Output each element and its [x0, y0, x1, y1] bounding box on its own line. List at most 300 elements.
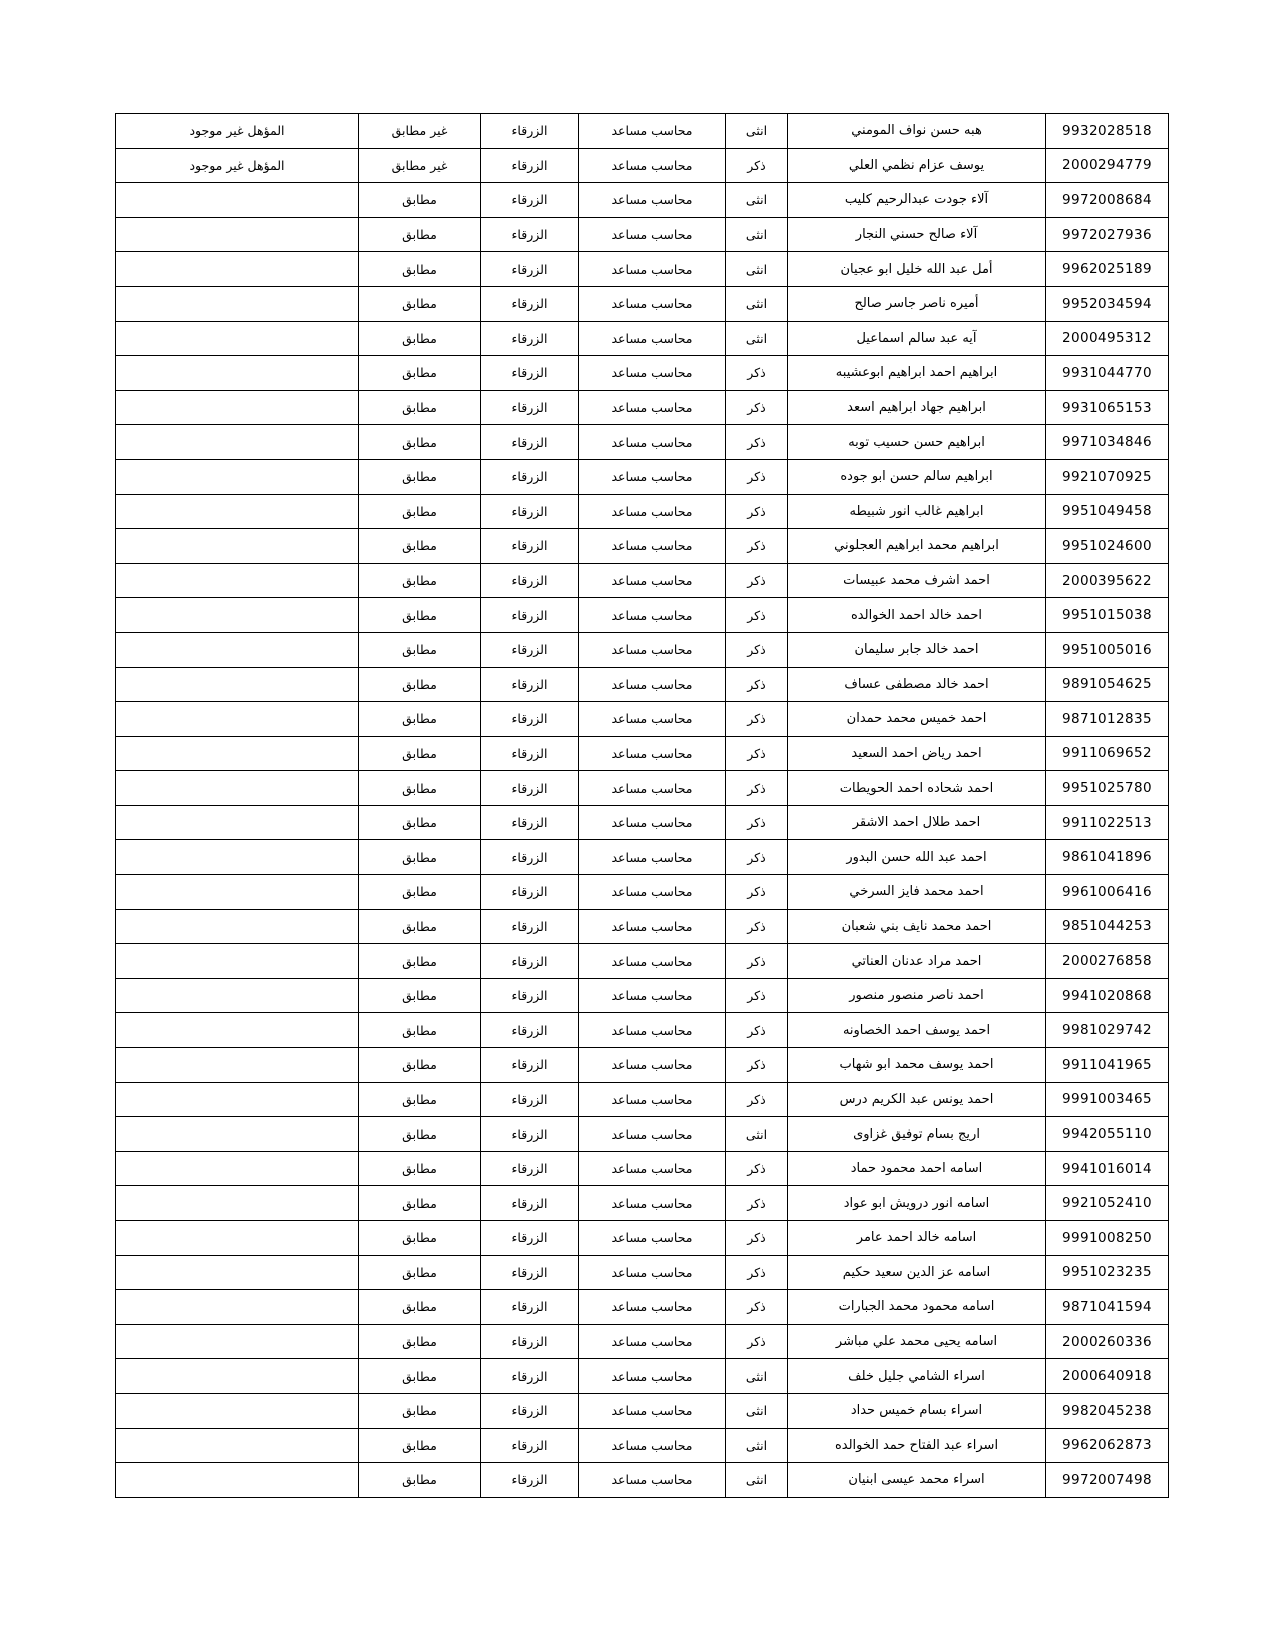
cell-city: الزرقاء [481, 1290, 579, 1325]
cell-id: 9931065153 [1046, 390, 1169, 425]
cell-gender: ذكر [726, 632, 788, 667]
cell-city: الزرقاء [481, 598, 579, 633]
cell-id: 9962062873 [1046, 1428, 1169, 1463]
cell-gender: انثى [726, 1117, 788, 1152]
cell-city: الزرقاء [481, 1359, 579, 1394]
cell-city: الزرقاء [481, 425, 579, 460]
table-row [116, 425, 1169, 460]
table-row [116, 286, 1169, 321]
cell-id: 2000495312 [1046, 321, 1169, 356]
cell-id: 9931044770 [1046, 356, 1169, 391]
cell-id: 9972007498 [1046, 1463, 1169, 1498]
cell-gender: انثى [726, 1359, 788, 1394]
cell-gender: ذكر [726, 494, 788, 529]
roster-table-body [116, 114, 1169, 1498]
cell-id: 9871041594 [1046, 1290, 1169, 1325]
cell-status: مطابق [359, 1324, 481, 1359]
cell-id: 9861041896 [1046, 840, 1169, 875]
cell-name: ابراهيم غالب انور شبيطه [788, 494, 1046, 529]
cell-city: الزرقاء [481, 909, 579, 944]
cell-job: محاسب مساعد [579, 1117, 726, 1152]
cell-name: احمد خالد جابر سليمان [788, 632, 1046, 667]
cell-gender: ذكر [726, 875, 788, 910]
table-row [116, 529, 1169, 564]
cell-id: 9951015038 [1046, 598, 1169, 633]
cell-note [116, 286, 359, 321]
cell-name: اسامه احمد محمود حماد [788, 1151, 1046, 1186]
table-row [116, 736, 1169, 771]
cell-status: مطابق [359, 805, 481, 840]
cell-city: الزرقاء [481, 1393, 579, 1428]
cell-job: محاسب مساعد [579, 909, 726, 944]
cell-gender: ذكر [726, 840, 788, 875]
cell-id: 9951025780 [1046, 771, 1169, 806]
cell-id: 9982045238 [1046, 1393, 1169, 1428]
cell-status: مطابق [359, 1255, 481, 1290]
cell-name: احمد محمد نايف بني شعبان [788, 909, 1046, 944]
cell-job: محاسب مساعد [579, 425, 726, 460]
cell-id: 9961006416 [1046, 875, 1169, 910]
cell-note [116, 1151, 359, 1186]
table-row [116, 875, 1169, 910]
cell-note [116, 1186, 359, 1221]
cell-job: محاسب مساعد [579, 944, 726, 979]
cell-job: محاسب مساعد [579, 1186, 726, 1221]
cell-status: مطابق [359, 459, 481, 494]
cell-status: مطابق [359, 875, 481, 910]
cell-job: محاسب مساعد [579, 563, 726, 598]
cell-city: الزرقاء [481, 771, 579, 806]
cell-city: الزرقاء [481, 321, 579, 356]
cell-id: 9932028518 [1046, 114, 1169, 149]
table-row [116, 978, 1169, 1013]
cell-id: 9921052410 [1046, 1186, 1169, 1221]
cell-note [116, 736, 359, 771]
cell-id: 2000640918 [1046, 1359, 1169, 1394]
cell-name: احمد عبد الله حسن البدور [788, 840, 1046, 875]
cell-name: احمد اشرف محمد عبيسات [788, 563, 1046, 598]
cell-city: الزرقاء [481, 1048, 579, 1083]
table-row [116, 1428, 1169, 1463]
cell-id: 9871012835 [1046, 702, 1169, 737]
cell-status: مطابق [359, 529, 481, 564]
table-row [116, 356, 1169, 391]
cell-status: مطابق [359, 1186, 481, 1221]
cell-note [116, 598, 359, 633]
cell-gender: انثى [726, 1428, 788, 1463]
cell-note [116, 356, 359, 391]
table-row [116, 944, 1169, 979]
cell-gender: ذكر [726, 563, 788, 598]
cell-status: مطابق [359, 667, 481, 702]
cell-job: محاسب مساعد [579, 148, 726, 183]
cell-gender: ذكر [726, 356, 788, 391]
cell-name: احمد ناصر منصور منصور [788, 978, 1046, 1013]
cell-job: محاسب مساعد [579, 1463, 726, 1498]
cell-id: 9951049458 [1046, 494, 1169, 529]
cell-note [116, 702, 359, 737]
cell-name: آلاء صالح حسني النجار [788, 217, 1046, 252]
table-row [116, 771, 1169, 806]
cell-status: مطابق [359, 217, 481, 252]
cell-gender: ذكر [726, 1221, 788, 1256]
cell-job: محاسب مساعد [579, 252, 726, 287]
cell-note [116, 909, 359, 944]
cell-job: محاسب مساعد [579, 1290, 726, 1325]
cell-name: احمد خميس محمد حمدان [788, 702, 1046, 737]
cell-note [116, 1359, 359, 1394]
cell-city: الزرقاء [481, 1186, 579, 1221]
cell-gender: انثى [726, 114, 788, 149]
cell-note [116, 563, 359, 598]
table-row [116, 1048, 1169, 1083]
cell-id: 9951024600 [1046, 529, 1169, 564]
cell-city: الزرقاء [481, 805, 579, 840]
cell-name: احمد رياض احمد السعيد [788, 736, 1046, 771]
cell-note [116, 1290, 359, 1325]
cell-id: 9991003465 [1046, 1082, 1169, 1117]
table-row [116, 1324, 1169, 1359]
cell-id: 9911069652 [1046, 736, 1169, 771]
cell-note [116, 1117, 359, 1152]
cell-city: الزرقاء [481, 944, 579, 979]
cell-gender: ذكر [726, 425, 788, 460]
cell-name: اسامه يحيى محمد علي مباشر [788, 1324, 1046, 1359]
table-row [116, 667, 1169, 702]
cell-status: مطابق [359, 286, 481, 321]
cell-note [116, 1048, 359, 1083]
cell-note [116, 667, 359, 702]
cell-city: الزرقاء [481, 356, 579, 391]
table-row [116, 1013, 1169, 1048]
cell-name: احمد خالد احمد الخوالده [788, 598, 1046, 633]
cell-gender: ذكر [726, 978, 788, 1013]
cell-gender: ذكر [726, 1048, 788, 1083]
cell-gender: انثى [726, 183, 788, 218]
cell-city: الزرقاء [481, 286, 579, 321]
cell-note [116, 529, 359, 564]
cell-job: محاسب مساعد [579, 805, 726, 840]
table-row [116, 1082, 1169, 1117]
cell-name: أمل عبد الله خليل ابو عجيان [788, 252, 1046, 287]
cell-city: الزرقاء [481, 494, 579, 529]
table-row [116, 183, 1169, 218]
cell-status: مطابق [359, 909, 481, 944]
cell-name: ابراهيم جهاد ابراهيم اسعد [788, 390, 1046, 425]
cell-gender: انثى [726, 217, 788, 252]
cell-status: مطابق [359, 321, 481, 356]
cell-name: ابراهيم حسن حسيب توبه [788, 425, 1046, 460]
cell-status: مطابق [359, 1428, 481, 1463]
table-row [116, 114, 1169, 149]
cell-status: مطابق [359, 1082, 481, 1117]
cell-city: الزرقاء [481, 1255, 579, 1290]
cell-status: مطابق [359, 736, 481, 771]
table-row [116, 1186, 1169, 1221]
table-row [116, 148, 1169, 183]
cell-name: اسامه انور درويش ابو عواد [788, 1186, 1046, 1221]
cell-status: غير مطابق [359, 114, 481, 149]
cell-name: آلاء جودت عبدالرحيم كليب [788, 183, 1046, 218]
cell-name: احمد خالد مصطفى عساف [788, 667, 1046, 702]
table-row [116, 459, 1169, 494]
cell-gender: انثى [726, 321, 788, 356]
cell-job: محاسب مساعد [579, 1324, 726, 1359]
cell-note [116, 494, 359, 529]
cell-note: المؤهل غير موجود [116, 114, 359, 149]
cell-name: يوسف عزام نظمي العلي [788, 148, 1046, 183]
table-row [116, 217, 1169, 252]
cell-gender: ذكر [726, 909, 788, 944]
cell-name: ابراهيم محمد ابراهيم العجلوني [788, 529, 1046, 564]
cell-job: محاسب مساعد [579, 356, 726, 391]
cell-id: 9972008684 [1046, 183, 1169, 218]
cell-gender: ذكر [726, 459, 788, 494]
cell-id: 9911022513 [1046, 805, 1169, 840]
table-row [116, 390, 1169, 425]
cell-gender: ذكر [726, 598, 788, 633]
cell-name: احمد شحاده احمد الحويطات [788, 771, 1046, 806]
cell-id: 9942055110 [1046, 1117, 1169, 1152]
cell-gender: ذكر [726, 1324, 788, 1359]
cell-name: اسامه خالد احمد عامر [788, 1221, 1046, 1256]
cell-job: محاسب مساعد [579, 321, 726, 356]
cell-id: 2000395622 [1046, 563, 1169, 598]
cell-note [116, 1221, 359, 1256]
table-row [116, 1290, 1169, 1325]
cell-note [116, 217, 359, 252]
cell-job: محاسب مساعد [579, 1393, 726, 1428]
cell-city: الزرقاء [481, 183, 579, 218]
cell-gender: ذكر [726, 805, 788, 840]
cell-gender: ذكر [726, 1151, 788, 1186]
cell-city: الزرقاء [481, 1082, 579, 1117]
cell-status: مطابق [359, 1117, 481, 1152]
cell-job: محاسب مساعد [579, 1151, 726, 1186]
cell-note [116, 771, 359, 806]
cell-id: 2000294779 [1046, 148, 1169, 183]
table-row [116, 1117, 1169, 1152]
cell-job: محاسب مساعد [579, 771, 726, 806]
cell-name: احمد يونس عبد الكريم درس [788, 1082, 1046, 1117]
cell-city: الزرقاء [481, 632, 579, 667]
table-row [116, 1221, 1169, 1256]
cell-city: الزرقاء [481, 1221, 579, 1256]
cell-name: اسراء محمد عيسى ابنيان [788, 1463, 1046, 1498]
cell-name: احمد يوسف محمد ابو شهاب [788, 1048, 1046, 1083]
cell-status: مطابق [359, 598, 481, 633]
cell-status: مطابق [359, 390, 481, 425]
cell-status: مطابق [359, 1221, 481, 1256]
cell-gender: ذكر [726, 529, 788, 564]
cell-id: 2000260336 [1046, 1324, 1169, 1359]
cell-note [116, 183, 359, 218]
roster-table [115, 113, 1169, 1498]
cell-status: مطابق [359, 252, 481, 287]
cell-gender: انثى [726, 252, 788, 287]
cell-id: 9952034594 [1046, 286, 1169, 321]
cell-city: الزرقاء [481, 840, 579, 875]
cell-city: الزرقاء [481, 978, 579, 1013]
cell-status: مطابق [359, 1359, 481, 1394]
cell-city: الزرقاء [481, 114, 579, 149]
cell-id: 9951005016 [1046, 632, 1169, 667]
cell-note [116, 1463, 359, 1498]
cell-city: الزرقاء [481, 736, 579, 771]
cell-id: 9941016014 [1046, 1151, 1169, 1186]
cell-note [116, 978, 359, 1013]
cell-note [116, 944, 359, 979]
cell-job: محاسب مساعد [579, 286, 726, 321]
cell-note [116, 425, 359, 460]
cell-city: الزرقاء [481, 1013, 579, 1048]
cell-status: مطابق [359, 356, 481, 391]
cell-city: الزرقاء [481, 875, 579, 910]
cell-status: مطابق [359, 632, 481, 667]
cell-city: الزرقاء [481, 390, 579, 425]
cell-gender: انثى [726, 1393, 788, 1428]
cell-note [116, 252, 359, 287]
cell-status: مطابق [359, 1393, 481, 1428]
cell-city: الزرقاء [481, 529, 579, 564]
cell-status: مطابق [359, 494, 481, 529]
cell-note [116, 632, 359, 667]
cell-job: محاسب مساعد [579, 840, 726, 875]
cell-status: مطابق [359, 840, 481, 875]
cell-gender: انثى [726, 286, 788, 321]
cell-status: مطابق [359, 702, 481, 737]
cell-id: 9951023235 [1046, 1255, 1169, 1290]
cell-job: محاسب مساعد [579, 736, 726, 771]
cell-name: ابراهيم احمد ابراهيم ابوعشيبه [788, 356, 1046, 391]
cell-job: محاسب مساعد [579, 598, 726, 633]
cell-job: محاسب مساعد [579, 1048, 726, 1083]
cell-gender: انثى [726, 1463, 788, 1498]
cell-city: الزرقاء [481, 1324, 579, 1359]
cell-name: احمد مراد عدنان العناتي [788, 944, 1046, 979]
cell-id: 9962025189 [1046, 252, 1169, 287]
cell-gender: ذكر [726, 702, 788, 737]
table-row [116, 1393, 1169, 1428]
cell-job: محاسب مساعد [579, 1428, 726, 1463]
cell-id: 9991008250 [1046, 1221, 1169, 1256]
cell-note [116, 390, 359, 425]
cell-gender: ذكر [726, 736, 788, 771]
cell-name: اسامه محمود محمد الجبارات [788, 1290, 1046, 1325]
cell-id: 2000276858 [1046, 944, 1169, 979]
cell-status: مطابق [359, 944, 481, 979]
cell-name: ابراهيم سالم حسن ابو جوده [788, 459, 1046, 494]
cell-job: محاسب مساعد [579, 978, 726, 1013]
cell-city: الزرقاء [481, 148, 579, 183]
table-row [116, 1255, 1169, 1290]
cell-note [116, 1393, 359, 1428]
cell-job: محاسب مساعد [579, 390, 726, 425]
cell-job: محاسب مساعد [579, 1082, 726, 1117]
cell-name: احمد محمد فايز السرخي [788, 875, 1046, 910]
cell-name: اسامه عز الدين سعيد حكيم [788, 1255, 1046, 1290]
cell-gender: ذكر [726, 148, 788, 183]
cell-city: الزرقاء [481, 459, 579, 494]
cell-note [116, 321, 359, 356]
cell-job: محاسب مساعد [579, 1359, 726, 1394]
cell-job: محاسب مساعد [579, 183, 726, 218]
cell-gender: ذكر [726, 1290, 788, 1325]
cell-status: مطابق [359, 1290, 481, 1325]
cell-job: محاسب مساعد [579, 632, 726, 667]
cell-city: الزرقاء [481, 702, 579, 737]
cell-job: محاسب مساعد [579, 114, 726, 149]
cell-id: 9981029742 [1046, 1013, 1169, 1048]
cell-name: أميره ناصر جاسر صالح [788, 286, 1046, 321]
cell-gender: ذكر [726, 1082, 788, 1117]
cell-gender: ذكر [726, 1255, 788, 1290]
cell-note [116, 840, 359, 875]
cell-city: الزرقاء [481, 217, 579, 252]
cell-name: آيه عبد سالم اسماعيل [788, 321, 1046, 356]
cell-status: مطابق [359, 1013, 481, 1048]
table-row [116, 321, 1169, 356]
cell-note: المؤهل غير موجود [116, 148, 359, 183]
cell-note [116, 459, 359, 494]
cell-city: الزرقاء [481, 252, 579, 287]
cell-name: اسراء بسام خميس حداد [788, 1393, 1046, 1428]
cell-city: الزرقاء [481, 1117, 579, 1152]
cell-job: محاسب مساعد [579, 1255, 726, 1290]
table-row [116, 598, 1169, 633]
cell-id: 9971034846 [1046, 425, 1169, 460]
cell-status: غير مطابق [359, 148, 481, 183]
cell-city: الزرقاء [481, 667, 579, 702]
cell-job: محاسب مساعد [579, 875, 726, 910]
cell-gender: ذكر [726, 667, 788, 702]
cell-status: مطابق [359, 978, 481, 1013]
cell-job: محاسب مساعد [579, 1221, 726, 1256]
table-row [116, 1463, 1169, 1498]
table-row [116, 1151, 1169, 1186]
cell-gender: ذكر [726, 771, 788, 806]
cell-gender: ذكر [726, 1013, 788, 1048]
cell-status: مطابق [359, 183, 481, 218]
cell-id: 9911041965 [1046, 1048, 1169, 1083]
cell-job: محاسب مساعد [579, 1013, 726, 1048]
cell-gender: ذكر [726, 1186, 788, 1221]
cell-id: 9972027936 [1046, 217, 1169, 252]
cell-name: اريج بسام توفيق غزاوى [788, 1117, 1046, 1152]
cell-note [116, 1324, 359, 1359]
cell-status: مطابق [359, 563, 481, 598]
cell-name: احمد طلال احمد الاشقر [788, 805, 1046, 840]
cell-id: 9891054625 [1046, 667, 1169, 702]
cell-name: احمد يوسف احمد الخصاونه [788, 1013, 1046, 1048]
table-row [116, 1359, 1169, 1394]
cell-id: 9851044253 [1046, 909, 1169, 944]
cell-note [116, 1082, 359, 1117]
cell-city: الزرقاء [481, 1463, 579, 1498]
cell-job: محاسب مساعد [579, 702, 726, 737]
cell-note [116, 1255, 359, 1290]
cell-status: مطابق [359, 1463, 481, 1498]
cell-job: محاسب مساعد [579, 459, 726, 494]
table-row [116, 840, 1169, 875]
table-row [116, 494, 1169, 529]
cell-note [116, 1013, 359, 1048]
cell-job: محاسب مساعد [579, 217, 726, 252]
cell-job: محاسب مساعد [579, 667, 726, 702]
table-row [116, 805, 1169, 840]
cell-id: 9921070925 [1046, 459, 1169, 494]
cell-city: الزرقاء [481, 1151, 579, 1186]
